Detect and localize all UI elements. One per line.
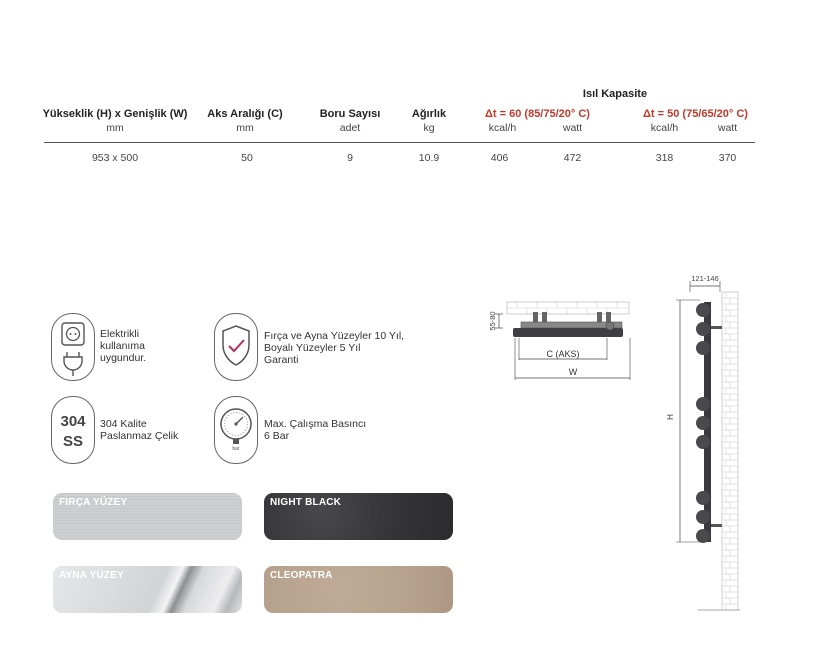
unit-axis: mm <box>236 122 254 134</box>
cell-dt60-kcal: 406 <box>490 152 509 164</box>
top-dim-label: 55-80 <box>488 311 497 331</box>
header-dt60: Δt = 60 (85/75/20° C) <box>485 108 590 120</box>
finish-mirror-swatch <box>53 566 242 613</box>
thermal-capacity-header: Isıl Kapasite <box>582 88 648 100</box>
unit-dt60-kcal: kcal/h <box>488 122 517 134</box>
unit-dt60-watt: watt <box>562 122 583 134</box>
finish-brushed-swatch <box>53 493 242 540</box>
finish-label: AYNA YÜZEY <box>59 570 124 581</box>
warranty-feature-icon <box>214 313 258 381</box>
steel-feature-icon <box>51 396 95 464</box>
cell-pipes: 9 <box>347 152 353 164</box>
electric-feature-icon <box>51 313 95 381</box>
pressure-feature-text: Max. Çalışma Basıncı 6 Bar <box>264 418 367 442</box>
w-dim-label: W <box>568 367 578 377</box>
cell-weight: 10.9 <box>418 152 440 164</box>
cell-dt50-kcal: 318 <box>655 152 674 164</box>
finish-label: FIRÇA YÜZEY <box>59 497 128 508</box>
table-rule <box>44 142 755 143</box>
side-view-diagram <box>660 270 745 618</box>
gauge-unit-label: bar <box>232 446 240 452</box>
unit-weight: kg <box>423 122 435 134</box>
unit-size: mm <box>106 122 124 134</box>
cell-size: 953 x 500 <box>91 152 139 164</box>
side-dim-label: 121-146 <box>691 274 719 283</box>
pressure-feature-icon <box>214 396 258 464</box>
finish-label: CLEOPATRA <box>270 570 333 581</box>
warranty-feature-text: Fırça ve Ayna Yüzeyler 10 Yıl, Boyalı Yüzeyler 5 Yıl Garanti <box>264 330 405 366</box>
finish-cleopatra-swatch <box>264 566 453 613</box>
shield-check-icon <box>215 314 257 380</box>
cell-dt60-watt: 472 <box>563 152 582 164</box>
socket-plug-icon <box>52 314 94 380</box>
finish-label: NIGHT BLACK <box>270 497 342 508</box>
header-axis: Aks Aralığı (C) <box>207 108 283 120</box>
header-pipes: Boru Sayısı <box>319 108 381 120</box>
header-dt50: Δt = 50 (75/65/20° C) <box>643 108 748 120</box>
steel-badge-bottom: SS <box>62 433 83 450</box>
steel-feature-text: 304 Kalite Paslanmaz Çelik <box>100 418 179 442</box>
cell-dt50-watt: 370 <box>718 152 737 164</box>
cell-axis: 50 <box>241 152 253 164</box>
steel-badge-top: 304 <box>60 413 86 430</box>
h-dim-label: H <box>666 414 675 420</box>
header-weight: Ağırlık <box>411 108 447 120</box>
unit-dt50-watt: watt <box>717 122 738 134</box>
c-dim-label: C (AKS) <box>546 349 580 359</box>
header-size: Yükseklik (H) x Genişlik (W) <box>42 108 188 120</box>
top-view-diagram <box>485 298 635 384</box>
unit-dt50-kcal: kcal/h <box>650 122 679 134</box>
unit-pipes: adet <box>339 122 361 134</box>
electric-feature-text: Elektrikli kullanıma uygundur. <box>100 328 147 364</box>
pressure-gauge-icon <box>215 397 257 463</box>
finish-night-black-swatch <box>264 493 453 540</box>
